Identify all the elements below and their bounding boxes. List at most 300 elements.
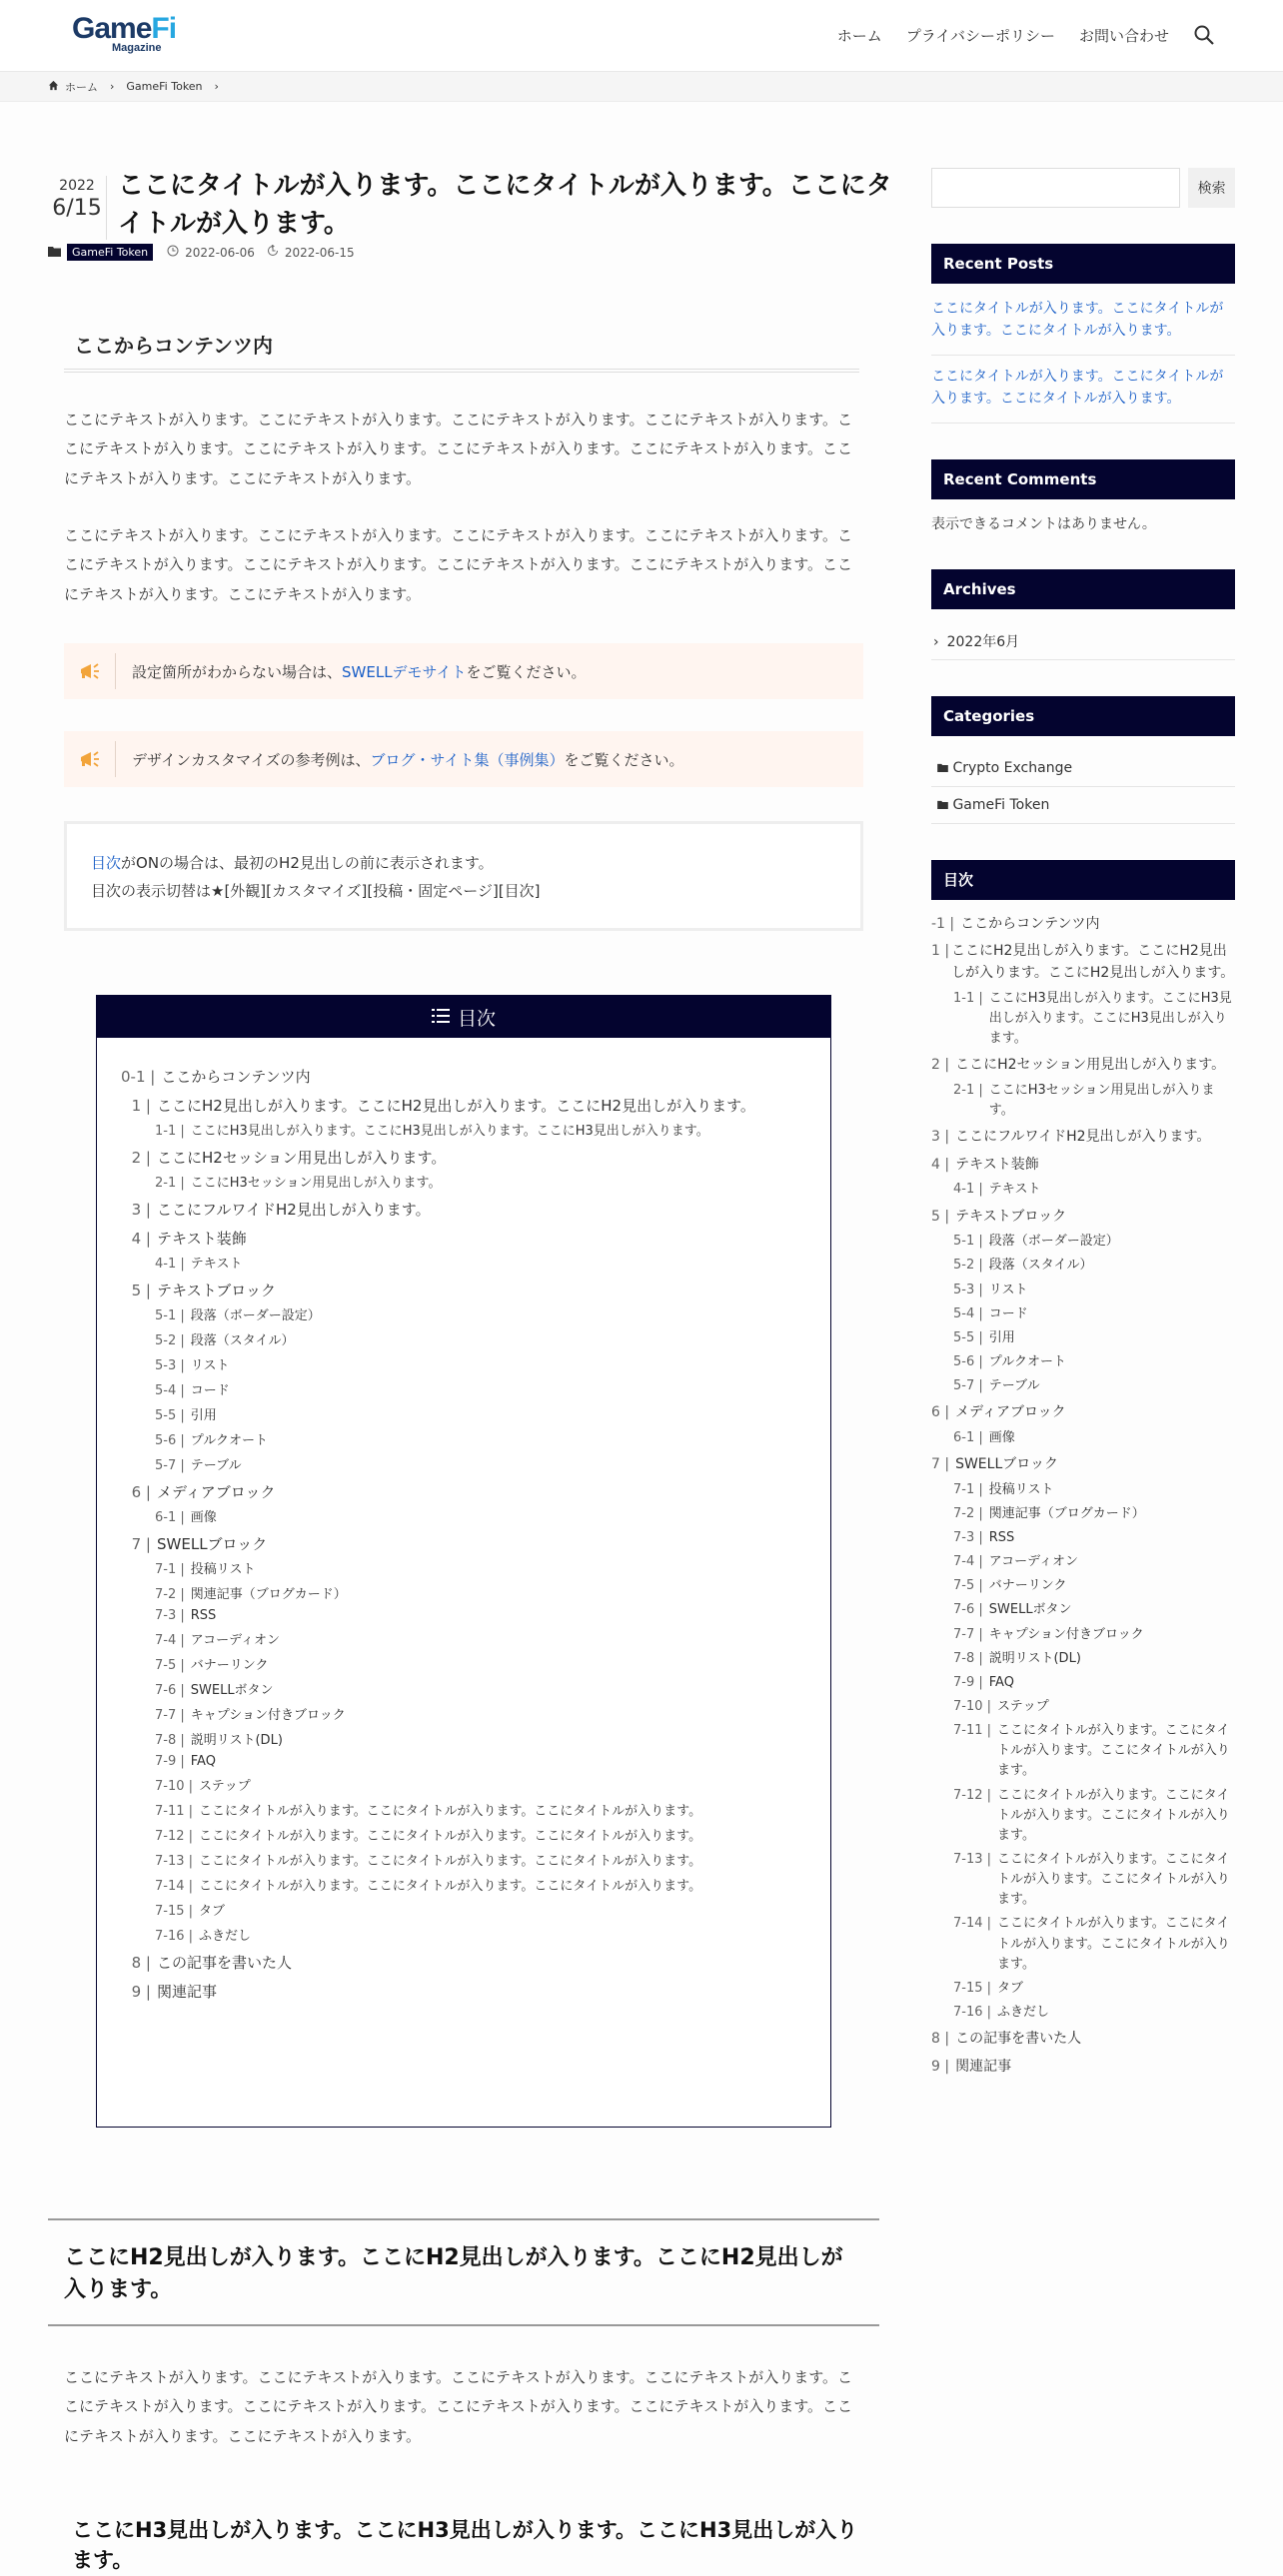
toc-item-label: ステップ	[199, 1779, 251, 1794]
toc-widget	[931, 860, 1235, 2079]
clock-icon	[167, 245, 179, 260]
update-icon	[267, 245, 279, 260]
content-subheading: ここからコンテンツ内	[64, 330, 859, 373]
nav-privacy[interactable]: プライバシーポリシー	[905, 26, 1055, 45]
sidebar-toc-item[interactable]	[931, 1914, 1235, 1974]
post-meta	[48, 244, 355, 261]
toc-item-number: 7-11 |	[953, 1723, 992, 1739]
toc-item-number: 7-8 |	[953, 1650, 983, 1666]
toc-item-number: 7-10 |	[155, 1779, 194, 1794]
toc-item-label: テキスト装飾	[955, 1156, 1039, 1173]
toc-item-number: 7-1 |	[953, 1481, 983, 1497]
toc-item-number: 1-1 |	[155, 1124, 185, 1139]
toc-item-label: タブ	[199, 1904, 226, 1919]
toc-item-label: ここにH3セッション用見出しが入ります。	[190, 1176, 442, 1191]
sidebar-toc-item[interactable]	[931, 1428, 1235, 1448]
sidebar-toc-item[interactable]	[931, 1552, 1235, 1572]
chevron-right-icon: ›	[214, 80, 219, 93]
toc-item-number: 7-16 |	[155, 1929, 194, 1944]
toc-item-number: 4-1 |	[155, 1257, 185, 1272]
toc-item-number: 7-2 |	[155, 1587, 185, 1602]
toc-item-label: ここにH2セッション用見出しが入ります。	[157, 1149, 447, 1167]
sidebar-toc-item[interactable]	[931, 1979, 1235, 1999]
notice-text	[132, 661, 587, 682]
toc-item-number: 7-14 |	[953, 1916, 992, 1932]
notice-text-pre: デザインカスタマイズの参考例は、	[132, 750, 371, 769]
toc-item-number: 5-1 |	[953, 1234, 983, 1250]
toc-item-number: 7-12 |	[155, 1829, 194, 1844]
toc-item-number: 7-13 |	[953, 1851, 992, 1867]
toc-item-number: 6 |	[931, 1404, 950, 1421]
toc-item-number: 7-4 |	[953, 1554, 983, 1570]
sidebar-toc-item[interactable]	[931, 1207, 1235, 1229]
categories-widget	[931, 696, 1235, 824]
toc-item[interactable]	[121, 1608, 806, 1623]
sidebar-toc-item[interactable]	[931, 1600, 1235, 1620]
toc-item-number: 0-1 |	[121, 1068, 156, 1086]
body-paragraph: ここにテキストが入ります。ここにテキストが入ります。ここにテキストが入ります。ここにテキストが入ります。ここにテキストが入ります。ここにテキストが入ります。ここにテキストが入ります。ここにテキストが入ります。ここにテキストが入ります。ここにテキストが入ります。	[64, 526, 853, 603]
toc-item-label: 引用	[988, 1329, 1015, 1345]
sidebar-toc-item[interactable]	[931, 2003, 1235, 2023]
breadcrumb-home[interactable]: ホーム	[65, 80, 98, 94]
toc-item-label: この記事を書いた人	[955, 2031, 1082, 2048]
recent-post-link[interactable]: ここにタイトルが入ります。ここにタイトルが入ります。ここにタイトルが入ります。	[931, 298, 1235, 356]
sidebar-toc-item[interactable]	[931, 1721, 1235, 1781]
widget-title: Recent Comments	[931, 459, 1235, 499]
toc-item[interactable]	[121, 1172, 806, 1191]
sidebar-toc-item[interactable]	[931, 1504, 1235, 1524]
toc-item-label: 引用	[190, 1408, 217, 1423]
toc-item-label: メディアブロック	[955, 1404, 1066, 1421]
toc-item-number: 5 |	[131, 1282, 151, 1299]
toc-item-label: FAQ	[988, 1674, 1014, 1690]
recent-post-link[interactable]: ここにタイトルが入ります。ここにタイトルが入ります。ここにタイトルが入ります。	[931, 356, 1235, 424]
sidebar-toc-item[interactable]	[931, 1786, 1235, 1846]
toc-item-label: ここにタイトルが入ります。ここにタイトルが入ります。ここにタイトルが入ります。	[997, 1723, 1230, 1779]
toc-item-label: ここにH2見出しが入ります。ここにH2見出しが入ります。ここにH2見出しが入ります。	[157, 1097, 755, 1115]
sidebar-toc-item[interactable]	[931, 2057, 1235, 2079]
toc-item[interactable]	[121, 1253, 806, 1272]
archive-label: 2022年6月	[946, 633, 1020, 650]
search-input[interactable]	[931, 168, 1180, 208]
toc-item-label: ここにタイトルが入ります。ここにタイトルが入ります。ここにタイトルが入ります。	[997, 1851, 1230, 1908]
toc-item-number: 5-6 |	[953, 1353, 983, 1369]
toc-item-label: 関連記事	[955, 2058, 1012, 2075]
toc-item-label: SWELLブロック	[157, 1535, 268, 1553]
toc-item-number: 7 |	[931, 1456, 950, 1473]
toc-item-label: 段落（ボーダー設定）	[988, 1234, 1119, 1250]
toc-item[interactable]	[121, 1481, 806, 1502]
toc-item-number: 5-7 |	[155, 1458, 185, 1473]
toc-item-number: 1-1 |	[953, 990, 983, 1006]
toc-item-number: 8 |	[931, 2031, 950, 2048]
widget-title: Recent Posts	[931, 244, 1235, 284]
toc-item-label: ここにタイトルが入ります。ここにタイトルが入ります。ここにタイトルが入ります。	[199, 1804, 702, 1819]
toc-item[interactable]	[121, 1454, 806, 1473]
toc-item-number: 2-1 |	[155, 1176, 185, 1191]
toc-item-label: ここにタイトルが入ります。ここにタイトルが入ります。ここにタイトルが入ります。	[997, 1787, 1230, 1843]
toc-item-label: 投稿リスト	[190, 1562, 256, 1577]
toc-item-number: 6 |	[131, 1483, 151, 1501]
sidebar-toc-item[interactable]	[931, 1180, 1235, 1200]
breadcrumb-current[interactable]: GameFi Token	[126, 80, 203, 93]
toc-item[interactable]	[121, 1354, 806, 1373]
notice-text-post: をご覧ください。	[564, 750, 684, 769]
toc-item-label: この記事を書いた人	[157, 1954, 293, 1972]
toc-item-number: 5-2 |	[953, 1258, 983, 1274]
toc-item-number: 8 |	[131, 1954, 151, 1972]
toc-item-label: キャプション付きブロック	[190, 1708, 346, 1723]
toc-item-label: プルクオート	[988, 1353, 1066, 1369]
toc-item-number: 7-9 |	[155, 1754, 185, 1769]
toc-item-label: コード	[988, 1305, 1028, 1321]
toc-item[interactable]	[121, 1679, 806, 1698]
sidebar-toc-item[interactable]	[931, 1850, 1235, 1910]
sidebar-toc-item[interactable]	[931, 1328, 1235, 1348]
widget-title: 目次	[931, 860, 1235, 900]
post-monthday: 6/15	[52, 196, 102, 221]
toc-item-label: ここにタイトルが入ります。ここにタイトルが入ります。ここにタイトルが入ります。	[997, 1916, 1230, 1972]
toc-item[interactable]	[121, 1304, 806, 1323]
global-nav	[837, 24, 1215, 46]
toc-item-number: 9 |	[931, 2058, 950, 2075]
nav-home[interactable]: ホーム	[836, 26, 882, 45]
toc-item[interactable]	[121, 1147, 806, 1168]
toc-item-number: 7-4 |	[155, 1633, 185, 1648]
toc-item-label: テーブル	[988, 1378, 1040, 1394]
toc-item[interactable]	[121, 1629, 806, 1648]
toc-item-number: -1 |	[931, 915, 955, 932]
site-header	[0, 0, 1283, 72]
toc-item-label: ここからコンテンツ内	[960, 915, 1100, 932]
sidebar-toc-item[interactable]	[931, 2029, 1235, 2051]
list-icon	[432, 1006, 450, 1028]
demo-site-link[interactable]: SWELLデモサイト	[342, 662, 467, 681]
body-paragraph: ここにテキストが入ります。ここにテキストが入ります。ここにテキストが入ります。ここにテキストが入ります。ここにテキストが入ります。ここにテキストが入ります。ここにテキストが入ります。ここにテキストが入ります。ここにテキストが入ります。ここにテキストが入ります。	[64, 411, 853, 487]
sidebar-toc-item[interactable]	[931, 1127, 1235, 1149]
toc-item-label: テキストブロック	[955, 1208, 1067, 1225]
toc-item-number: 6-1 |	[953, 1429, 983, 1445]
toc-item-label: 投稿リスト	[988, 1481, 1054, 1497]
toc-title: 目次	[457, 1007, 496, 1030]
toc-item-number: 7-12 |	[953, 1787, 992, 1803]
toc-item-label: プルクオート	[190, 1433, 268, 1448]
toc-item[interactable]	[121, 1775, 806, 1794]
toc-item-label: テキストブロック	[157, 1282, 276, 1299]
toc-item[interactable]	[121, 1754, 806, 1769]
folder-icon	[937, 797, 948, 813]
megaphone-icon	[64, 653, 116, 689]
toc-item-number: 7-1 |	[155, 1562, 185, 1577]
search-form	[931, 168, 1235, 208]
toc-item-number: 7-5 |	[155, 1658, 185, 1673]
recent-comments-widget	[931, 459, 1235, 533]
notice-text-pre: 設定箇所がわからない場合は、	[132, 662, 343, 681]
toc-item-label: 段落（ボーダー設定）	[190, 1308, 321, 1323]
sidebar-toc-item[interactable]	[931, 1402, 1235, 1424]
toc-item[interactable]	[121, 1558, 806, 1577]
toc-item-label: ふきだし	[997, 2004, 1050, 2020]
toc-link[interactable]: 目次	[91, 854, 122, 872]
sidebar-toc-item[interactable]	[931, 1625, 1235, 1645]
section-h3: ここにH3見出しが入ります。ここにH3見出しが入ります。ここにH3見出しが入ります。	[72, 2518, 858, 2573]
category-item[interactable]	[931, 787, 1235, 824]
toc-item[interactable]	[121, 1952, 806, 1973]
sidebar-toc-list	[931, 914, 1235, 2079]
toc-item-number: 9 |	[131, 1983, 151, 2001]
toc-item[interactable]	[121, 1925, 806, 1944]
toc-item-number: 7 |	[131, 1535, 151, 1553]
toc-header	[97, 996, 830, 1038]
body-paragraph: ここにテキストが入ります。ここにテキストが入ります。ここにテキストが入ります。ここにテキストが入ります。ここにテキストが入ります。ここにテキストが入ります。ここにテキストが入ります。ここにテキストが入ります。ここにテキストが入ります。ここにテキストが入ります。	[64, 2368, 853, 2445]
widget-title: Archives	[931, 569, 1235, 609]
toc-item-number: 4 |	[131, 1230, 151, 1248]
toc-item[interactable]	[121, 1199, 806, 1220]
toc-item-number: 3 |	[131, 1201, 151, 1219]
toc-item-number: 7-7 |	[155, 1708, 185, 1723]
no-comments-text: 表示できるコメントはありません。	[931, 515, 1156, 532]
info-line	[91, 850, 836, 878]
toc-item-label: テキスト	[988, 1182, 1041, 1198]
category-item[interactable]	[931, 750, 1235, 787]
toc-item[interactable]	[121, 1981, 806, 2002]
chevron-right-icon: ›	[933, 633, 939, 650]
toc-item-label: タブ	[997, 1980, 1024, 1996]
toc-item[interactable]	[121, 1429, 806, 1448]
toc-item-label: 関連記事（ブログカード）	[988, 1505, 1145, 1521]
toc-list	[97, 1038, 830, 2034]
sidebar-toc-item[interactable]	[931, 1155, 1235, 1177]
widget-title: Categories	[931, 696, 1235, 736]
toc-item-number: 7-16 |	[953, 2004, 992, 2020]
sidebar-toc-item[interactable]	[931, 914, 1235, 936]
toc-item-number: 7-10 |	[953, 1698, 992, 1714]
toc-item-label: コード	[190, 1383, 230, 1398]
home-icon	[48, 80, 59, 94]
toc-item-number: 7-7 |	[953, 1626, 983, 1642]
toc-item-label: 説明リスト(DL)	[190, 1733, 283, 1748]
toc-item-label: リスト	[988, 1282, 1028, 1297]
toc-item[interactable]	[121, 1533, 806, 1554]
toc-item-label: 関連記事	[157, 1983, 218, 2001]
toc-item-label: ここにH3見出しが入ります。ここにH3見出しが入ります。ここにH3見出しが入ります。	[190, 1124, 709, 1139]
category-label: Crypto Exchange	[952, 759, 1073, 776]
notice-box	[64, 731, 863, 787]
toc-item-label: ここにフルワイドH2見出しが入ります。	[157, 1201, 431, 1219]
toc-item-number: 1 |	[131, 1097, 151, 1115]
search-icon[interactable]	[1193, 24, 1215, 46]
logo-main-text: Game	[72, 12, 152, 45]
sidebar-toc-item[interactable]	[931, 1576, 1235, 1596]
toc-item[interactable]	[121, 1654, 806, 1673]
toc-item-number: 7-9 |	[953, 1674, 983, 1690]
category-label: GameFi Token	[952, 796, 1050, 813]
toc-item-label: SWELLボタン	[190, 1683, 274, 1698]
updated-date: 2022-06-15	[284, 245, 355, 260]
date-divider	[106, 176, 107, 240]
toc-item-label: ここにタイトルが入ります。ここにタイトルが入ります。ここにタイトルが入ります。	[199, 1829, 702, 1844]
toc-item-label: ここにH3セッション用見出しが入ります。	[988, 1082, 1215, 1118]
toc-item-label: メディアブロック	[157, 1483, 276, 1501]
chevron-right-icon: ›	[110, 80, 115, 93]
toc-item-label: ふきだし	[199, 1929, 252, 1944]
toc-item-number: 2 |	[131, 1149, 151, 1167]
toc-item[interactable]	[121, 1095, 806, 1116]
toc-item-label: 画像	[190, 1510, 217, 1525]
toc-item[interactable]	[121, 1329, 806, 1348]
toc-item-label: ここにタイトルが入ります。ここにタイトルが入ります。ここにタイトルが入ります。	[199, 1854, 702, 1869]
sidebar-toc-item[interactable]	[931, 1081, 1235, 1121]
toc-item-number: 7-3 |	[155, 1608, 185, 1623]
sidebar-toc-item[interactable]	[931, 1352, 1235, 1372]
toc-item[interactable]	[121, 1120, 806, 1139]
category-badge[interactable]: GameFi Token	[67, 244, 153, 261]
toc-item-number: 5-3 |	[953, 1282, 983, 1297]
post-year: 2022	[59, 178, 95, 194]
toc-item-number: 7-11 |	[155, 1804, 194, 1819]
toc-item-label: ここにフルワイドH2見出しが入ります。	[955, 1129, 1211, 1146]
toc-item-number: 4 |	[931, 1156, 950, 1173]
toc-item[interactable]	[121, 1900, 806, 1919]
toc-item-number: 5-7 |	[953, 1378, 983, 1394]
toc-item-number: 4-1 |	[953, 1182, 983, 1198]
toc-item-number: 7-15 |	[953, 1980, 992, 1996]
toc-item[interactable]	[121, 1506, 806, 1525]
toc-item-number: 7-2 |	[953, 1505, 983, 1521]
toc-item-label: ここからコンテンツ内	[161, 1068, 311, 1086]
toc-item-label: 関連記事（ブログカード）	[190, 1587, 347, 1602]
toc-item-label: ここにH2セッション用見出しが入ります。	[955, 1057, 1226, 1074]
post-date	[48, 178, 106, 221]
info-box	[64, 821, 863, 931]
toc-item[interactable]	[121, 1404, 806, 1423]
toc-item[interactable]	[121, 1228, 806, 1249]
toc-item-label: SWELLボタン	[988, 1602, 1072, 1618]
toc-item-label: テキスト	[190, 1257, 243, 1272]
toc-item-number: 5-3 |	[155, 1358, 185, 1373]
toc-item-number: 7-13 |	[155, 1854, 194, 1869]
toc-item-number: 5-4 |	[953, 1305, 983, 1321]
archive-item[interactable]	[931, 623, 1235, 660]
toc-item-number: 7-5 |	[953, 1578, 983, 1594]
toc-item-number: 5-5 |	[953, 1329, 983, 1345]
site-logo[interactable]	[72, 14, 176, 44]
toc-item-label: バナーリンク	[988, 1578, 1067, 1594]
toc-item-number: 5-2 |	[155, 1333, 185, 1348]
toc-item-label: 段落（スタイル）	[988, 1258, 1093, 1274]
toc-item-label: RSS	[988, 1530, 1015, 1545]
sidebar-toc-item[interactable]	[931, 1454, 1235, 1476]
toc-item-label: キャプション付きブロック	[988, 1626, 1144, 1642]
toc-item-number: 5-4 |	[155, 1383, 185, 1398]
info-line: 目次の表示切替は★[外観][カスタマイズ][投稿・固定ページ][目次]	[91, 881, 541, 900]
folder-icon	[937, 760, 948, 776]
toc-item-number: 5-5 |	[155, 1408, 185, 1423]
sidebar-toc-item[interactable]	[931, 1697, 1235, 1717]
toc-item-label: 説明リスト(DL)	[988, 1650, 1081, 1666]
toc-item-number: 3 |	[931, 1129, 950, 1146]
toc-item-label: バナーリンク	[190, 1658, 269, 1673]
sidebar-toc-item[interactable]	[931, 1649, 1235, 1669]
toc-item[interactable]	[121, 1875, 806, 1894]
nav-contact[interactable]: お問い合わせ	[1078, 26, 1169, 45]
toc-item-number: 2 |	[931, 1057, 950, 1074]
toc-item-label: 画像	[988, 1429, 1015, 1445]
archives-widget	[931, 569, 1235, 660]
toc-item-label: テキスト装飾	[157, 1230, 247, 1248]
toc-item-number: 5-1 |	[155, 1308, 185, 1323]
toc-item-label: ここにH2見出しが入ります。ここにH2見出しが入ります。ここにH2見出しが入ります。	[951, 943, 1235, 981]
toc-item-label: ステップ	[997, 1698, 1049, 1714]
toc-item-number: 2-1 |	[953, 1082, 983, 1098]
post-title: ここにタイトルが入ります。ここにタイトルが入ります。ここにタイトルが入ります。	[118, 171, 892, 239]
recent-posts-widget	[931, 244, 1235, 424]
toc-item[interactable]	[121, 1729, 806, 1748]
sidebar	[931, 168, 1235, 2114]
sidebar-toc-item[interactable]	[931, 1673, 1235, 1693]
toc-item-label: アコーディオン	[988, 1554, 1079, 1570]
megaphone-icon	[64, 741, 116, 777]
toc-item-label: 段落（スタイル）	[190, 1333, 295, 1348]
sidebar-toc-item[interactable]	[931, 1480, 1235, 1500]
toc-item-number: 7-6 |	[953, 1602, 983, 1618]
notice-box	[64, 643, 863, 699]
toc-item-number: 7-8 |	[155, 1733, 185, 1748]
breadcrumb	[0, 72, 1283, 102]
sidebar-toc-item[interactable]	[931, 1055, 1235, 1077]
toc-item-number: 7-15 |	[155, 1904, 194, 1919]
sidebar-toc-item[interactable]	[931, 1281, 1235, 1300]
toc-item-label: テーブル	[190, 1458, 242, 1473]
toc-item[interactable]	[121, 1825, 806, 1844]
sidebar-toc-item[interactable]	[931, 1232, 1235, 1252]
sidebar-toc-item[interactable]	[931, 1376, 1235, 1396]
folder-icon	[48, 246, 61, 260]
toc-item[interactable]	[121, 1704, 806, 1723]
sidebar-toc-item[interactable]	[931, 1304, 1235, 1324]
search-button[interactable]: 検索	[1188, 168, 1235, 208]
toc-item-label: リスト	[190, 1358, 230, 1373]
toc-item-number: 5 |	[931, 1208, 950, 1225]
toc-item[interactable]	[121, 1379, 806, 1398]
toc-item-label: ここにH3見出しが入ります。ここにH3見出しが入ります。ここにH3見出しが入ります。	[988, 990, 1232, 1046]
toc-item-label: SWELLブロック	[955, 1456, 1058, 1473]
notice-text	[132, 749, 683, 770]
toc-item-number: 7-3 |	[953, 1530, 983, 1545]
toc-item-label: RSS	[190, 1608, 217, 1623]
examples-link[interactable]: ブログ・サイト集（事例集）	[370, 750, 565, 769]
toc-item[interactable]	[121, 1066, 806, 1087]
toc-item[interactable]	[121, 1583, 806, 1602]
toc-item-number: 1 |	[931, 943, 950, 960]
sidebar-toc-item[interactable]	[931, 941, 1235, 984]
notice-text-post: をご覧ください。	[466, 662, 587, 681]
toc-item-label: FAQ	[190, 1754, 216, 1769]
section-h2: ここにH2見出しが入ります。ここにH2見出しが入ります。ここにH2見出しが入ります。	[48, 2218, 879, 2326]
toc-item[interactable]	[121, 1800, 806, 1819]
toc-item[interactable]	[121, 1850, 806, 1869]
sidebar-toc-item[interactable]	[931, 1528, 1235, 1548]
sidebar-toc-item[interactable]	[931, 989, 1235, 1049]
toc-item[interactable]	[121, 1280, 806, 1300]
logo-subtitle: Magazine	[112, 42, 162, 54]
toc-item-label: ここにタイトルが入ります。ここにタイトルが入ります。ここにタイトルが入ります。	[199, 1879, 702, 1894]
sidebar-toc-item[interactable]	[931, 1256, 1235, 1276]
table-of-contents	[96, 995, 831, 2128]
toc-item-number: 5-6 |	[155, 1433, 185, 1448]
toc-item-number: 7-6 |	[155, 1683, 185, 1698]
toc-item-number: 7-14 |	[155, 1879, 194, 1894]
